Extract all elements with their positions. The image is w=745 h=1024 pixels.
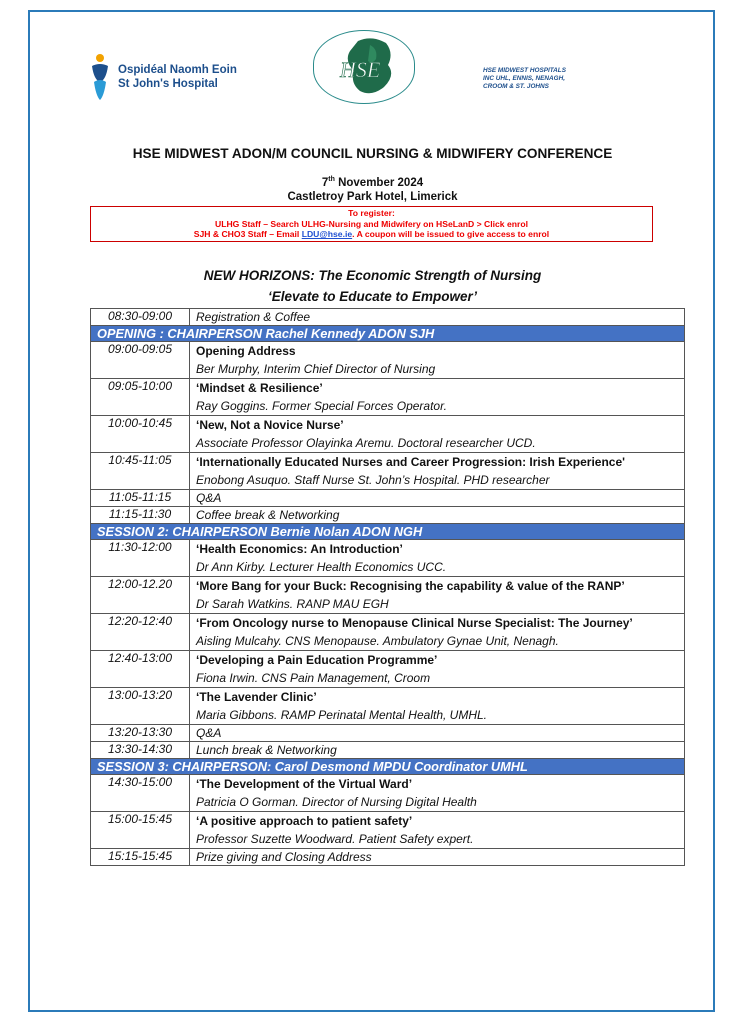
agenda-row [91, 812, 685, 849]
agenda-row [91, 490, 685, 507]
hse-logo [313, 30, 415, 104]
agenda-row [91, 775, 685, 812]
conference-date [0, 176, 745, 189]
session-header: SESSION 2: CHAIRPERSON Bernie Nolan ADON NGH [91, 524, 685, 540]
agenda-time: 11:30-12:00 [91, 540, 190, 577]
session-header-row [91, 524, 685, 540]
agenda-time: 14:30-15:00 [91, 775, 190, 812]
session-header: OPENING : CHAIRPERSON Rachel Kennedy ADON SJH [91, 326, 685, 342]
talk-speaker: Aisling Mulcahy. CNS Menopause. Ambulatory Gynae Unit, Nenagh. [196, 634, 559, 648]
agenda-time: 09:00-09:05 [91, 342, 190, 379]
talk-title: Opening Address [196, 344, 296, 358]
agenda-time: 13:20-13:30 [91, 725, 190, 742]
talk-title: ‘Internationally Educated Nurses and Career Progression: Irish Experience' [196, 455, 625, 469]
talk-speaker: Ray Goggins. Former Special Forces Operator. [196, 399, 447, 413]
agenda-time: 12:20-12:40 [91, 614, 190, 651]
agenda-time: 13:00-13:20 [91, 688, 190, 725]
agenda-item-text: Prize giving and Closing Address [196, 850, 372, 864]
session-header-row [91, 326, 685, 342]
agenda-row [91, 849, 685, 866]
agenda-row [91, 651, 685, 688]
session-header: SESSION 3: CHAIRPERSON: Carol Desmond MPDU Coordinator UMHL [91, 759, 685, 775]
talk-title: ‘A positive approach to patient safety’ [196, 814, 413, 828]
st-johns-hospital-logo [88, 52, 237, 102]
agenda-time: 12:40-13:00 [91, 651, 190, 688]
theme-line1: NEW HORIZONS: The Economic Strength of Nursing [203, 268, 542, 283]
ireland-map-icon [314, 31, 414, 103]
talk-title: ‘Mindset & Resilience’ [196, 381, 323, 395]
talk-title: ‘Health Economics: An Introduction’ [196, 542, 403, 556]
agenda-time: 15:00-15:45 [91, 812, 190, 849]
agenda-row [91, 614, 685, 651]
agenda-item-text: Lunch break & Networking [196, 743, 337, 757]
talk-speaker: Fiona Irwin. CNS Pain Management, Croom [196, 671, 431, 685]
agenda-description [190, 651, 685, 688]
agenda-description [190, 379, 685, 416]
logo-right-line2: INC UHL, ENNIS, NENAGH, [483, 75, 566, 83]
hse-midwest-hospitals-logo [483, 67, 566, 92]
register-line2: ULHG Staff – Search ULHG-Nursing and Midwifery on HSeLanD > Click enrol [214, 218, 528, 229]
talk-speaker: Patricia O Gorman. Director of Nursing Digital Health [196, 795, 477, 809]
agenda-row [91, 577, 685, 614]
agenda-description [190, 453, 685, 490]
register-line3 [91, 229, 652, 240]
agenda-description [190, 490, 685, 507]
agenda-item-text: Q&A [196, 726, 222, 740]
register-line3-b: . A coupon will be issued to give access to enrol [352, 229, 550, 240]
agenda-row [91, 453, 685, 490]
agenda-row [91, 540, 685, 577]
agenda-description [190, 775, 685, 812]
talk-speaker: Dr Sarah Watkins. RANP MAU EGH [196, 597, 389, 611]
agenda-time: 10:45-11:05 [91, 453, 190, 490]
date-day: 7 [321, 176, 329, 189]
agenda-item-text: Q&A [196, 491, 222, 505]
talk-title: ‘From Oncology nurse to Menopause Clinical Nurse Specialist: The Journey’ [196, 616, 633, 630]
agenda-row [91, 416, 685, 453]
conference-title: HSE MIDWEST ADON/M COUNCIL NURSING & MIDWIFERY CONFERENCE [132, 146, 613, 161]
agenda-row [91, 688, 685, 725]
agenda-row [91, 507, 685, 524]
talk-speaker: Maria Gibbons. RAMP Perinatal Mental Health, UMHL. [196, 708, 487, 722]
agenda-description [190, 540, 685, 577]
logo-right-line3: CROOM & ST. JOHNS [483, 83, 549, 91]
agenda-item-text: Registration & Coffee [196, 310, 311, 324]
register-line1: To register: [348, 208, 395, 218]
talk-speaker: Ber Murphy, Interim Chief Director of Nursing [196, 362, 436, 376]
agenda-description [190, 507, 685, 524]
agenda-description [190, 725, 685, 742]
theme-line2: ‘Elevate to Educate to Empower’ [267, 289, 478, 304]
talk-title: ‘Developing a Pain Education Programme’ [196, 653, 438, 667]
agenda-time: 15:15-15:45 [91, 849, 190, 866]
agenda-description [190, 742, 685, 759]
agenda-description [190, 614, 685, 651]
agenda-table [90, 308, 685, 866]
talk-speaker: Dr Ann Kirby. Lecturer Health Economics UCC. [196, 560, 447, 574]
registration-box [90, 206, 653, 242]
agenda-row [91, 379, 685, 416]
agenda-item-text: Coffee break & Networking [196, 508, 340, 522]
talk-title: ‘The Development of the Virtual Ward’ [196, 777, 413, 791]
agenda-description [190, 342, 685, 379]
agenda-row [91, 742, 685, 759]
agenda-description [190, 416, 685, 453]
logo-left-line2: St John's Hospital [118, 78, 218, 90]
hse-logo-text: HSE [340, 57, 381, 82]
agenda-row [91, 725, 685, 742]
date-suffix: th [328, 176, 335, 183]
agenda-time: 08:30-09:00 [91, 309, 190, 326]
talk-speaker: Professor Suzette Woodward. Patient Safety expert. [196, 832, 474, 846]
agenda-description [190, 812, 685, 849]
conference-venue: Castletroy Park Hotel, Limerick [287, 191, 458, 203]
talk-speaker: Associate Professor Olayinka Aremu. Doctoral researcher UCD. [196, 436, 536, 450]
session-header-row [91, 759, 685, 775]
agenda-row [91, 309, 685, 326]
agenda-time: 11:05-11:15 [91, 490, 190, 507]
agenda-time: 12:00-12.20 [91, 577, 190, 614]
agenda-description [190, 309, 685, 326]
date-rest: November 2024 [334, 176, 424, 189]
agenda-time: 11:15-11:30 [91, 507, 190, 524]
talk-title: ‘More Bang for your Buck: Recognising the capability & value of the RANP’ [196, 579, 625, 593]
agenda-time: 10:00-10:45 [91, 416, 190, 453]
agenda-description [190, 688, 685, 725]
talk-title: ‘New, Not a Novice Nurse’ [196, 418, 344, 432]
talk-title: ‘The Lavender Clinic’ [196, 690, 317, 704]
agenda-time: 13:30-14:30 [91, 742, 190, 759]
agenda-description [190, 577, 685, 614]
agenda-row [91, 342, 685, 379]
logo-right-line1: HSE MIDWEST HOSPITALS [483, 67, 566, 74]
register-line3-a: SJH & CHO3 Staff – Email [193, 229, 302, 240]
logo-left-line1: Ospidéal Naomh Eoin [118, 64, 237, 76]
agenda-description [190, 849, 685, 866]
hospital-figure-icon [88, 52, 112, 102]
talk-speaker: Enobong Asuquo. Staff Nurse St. John’s Hospital. PHD researcher [196, 473, 550, 487]
ldu-email-link[interactable]: LDU@hse.ie [301, 229, 353, 240]
agenda-time: 09:05-10:00 [91, 379, 190, 416]
